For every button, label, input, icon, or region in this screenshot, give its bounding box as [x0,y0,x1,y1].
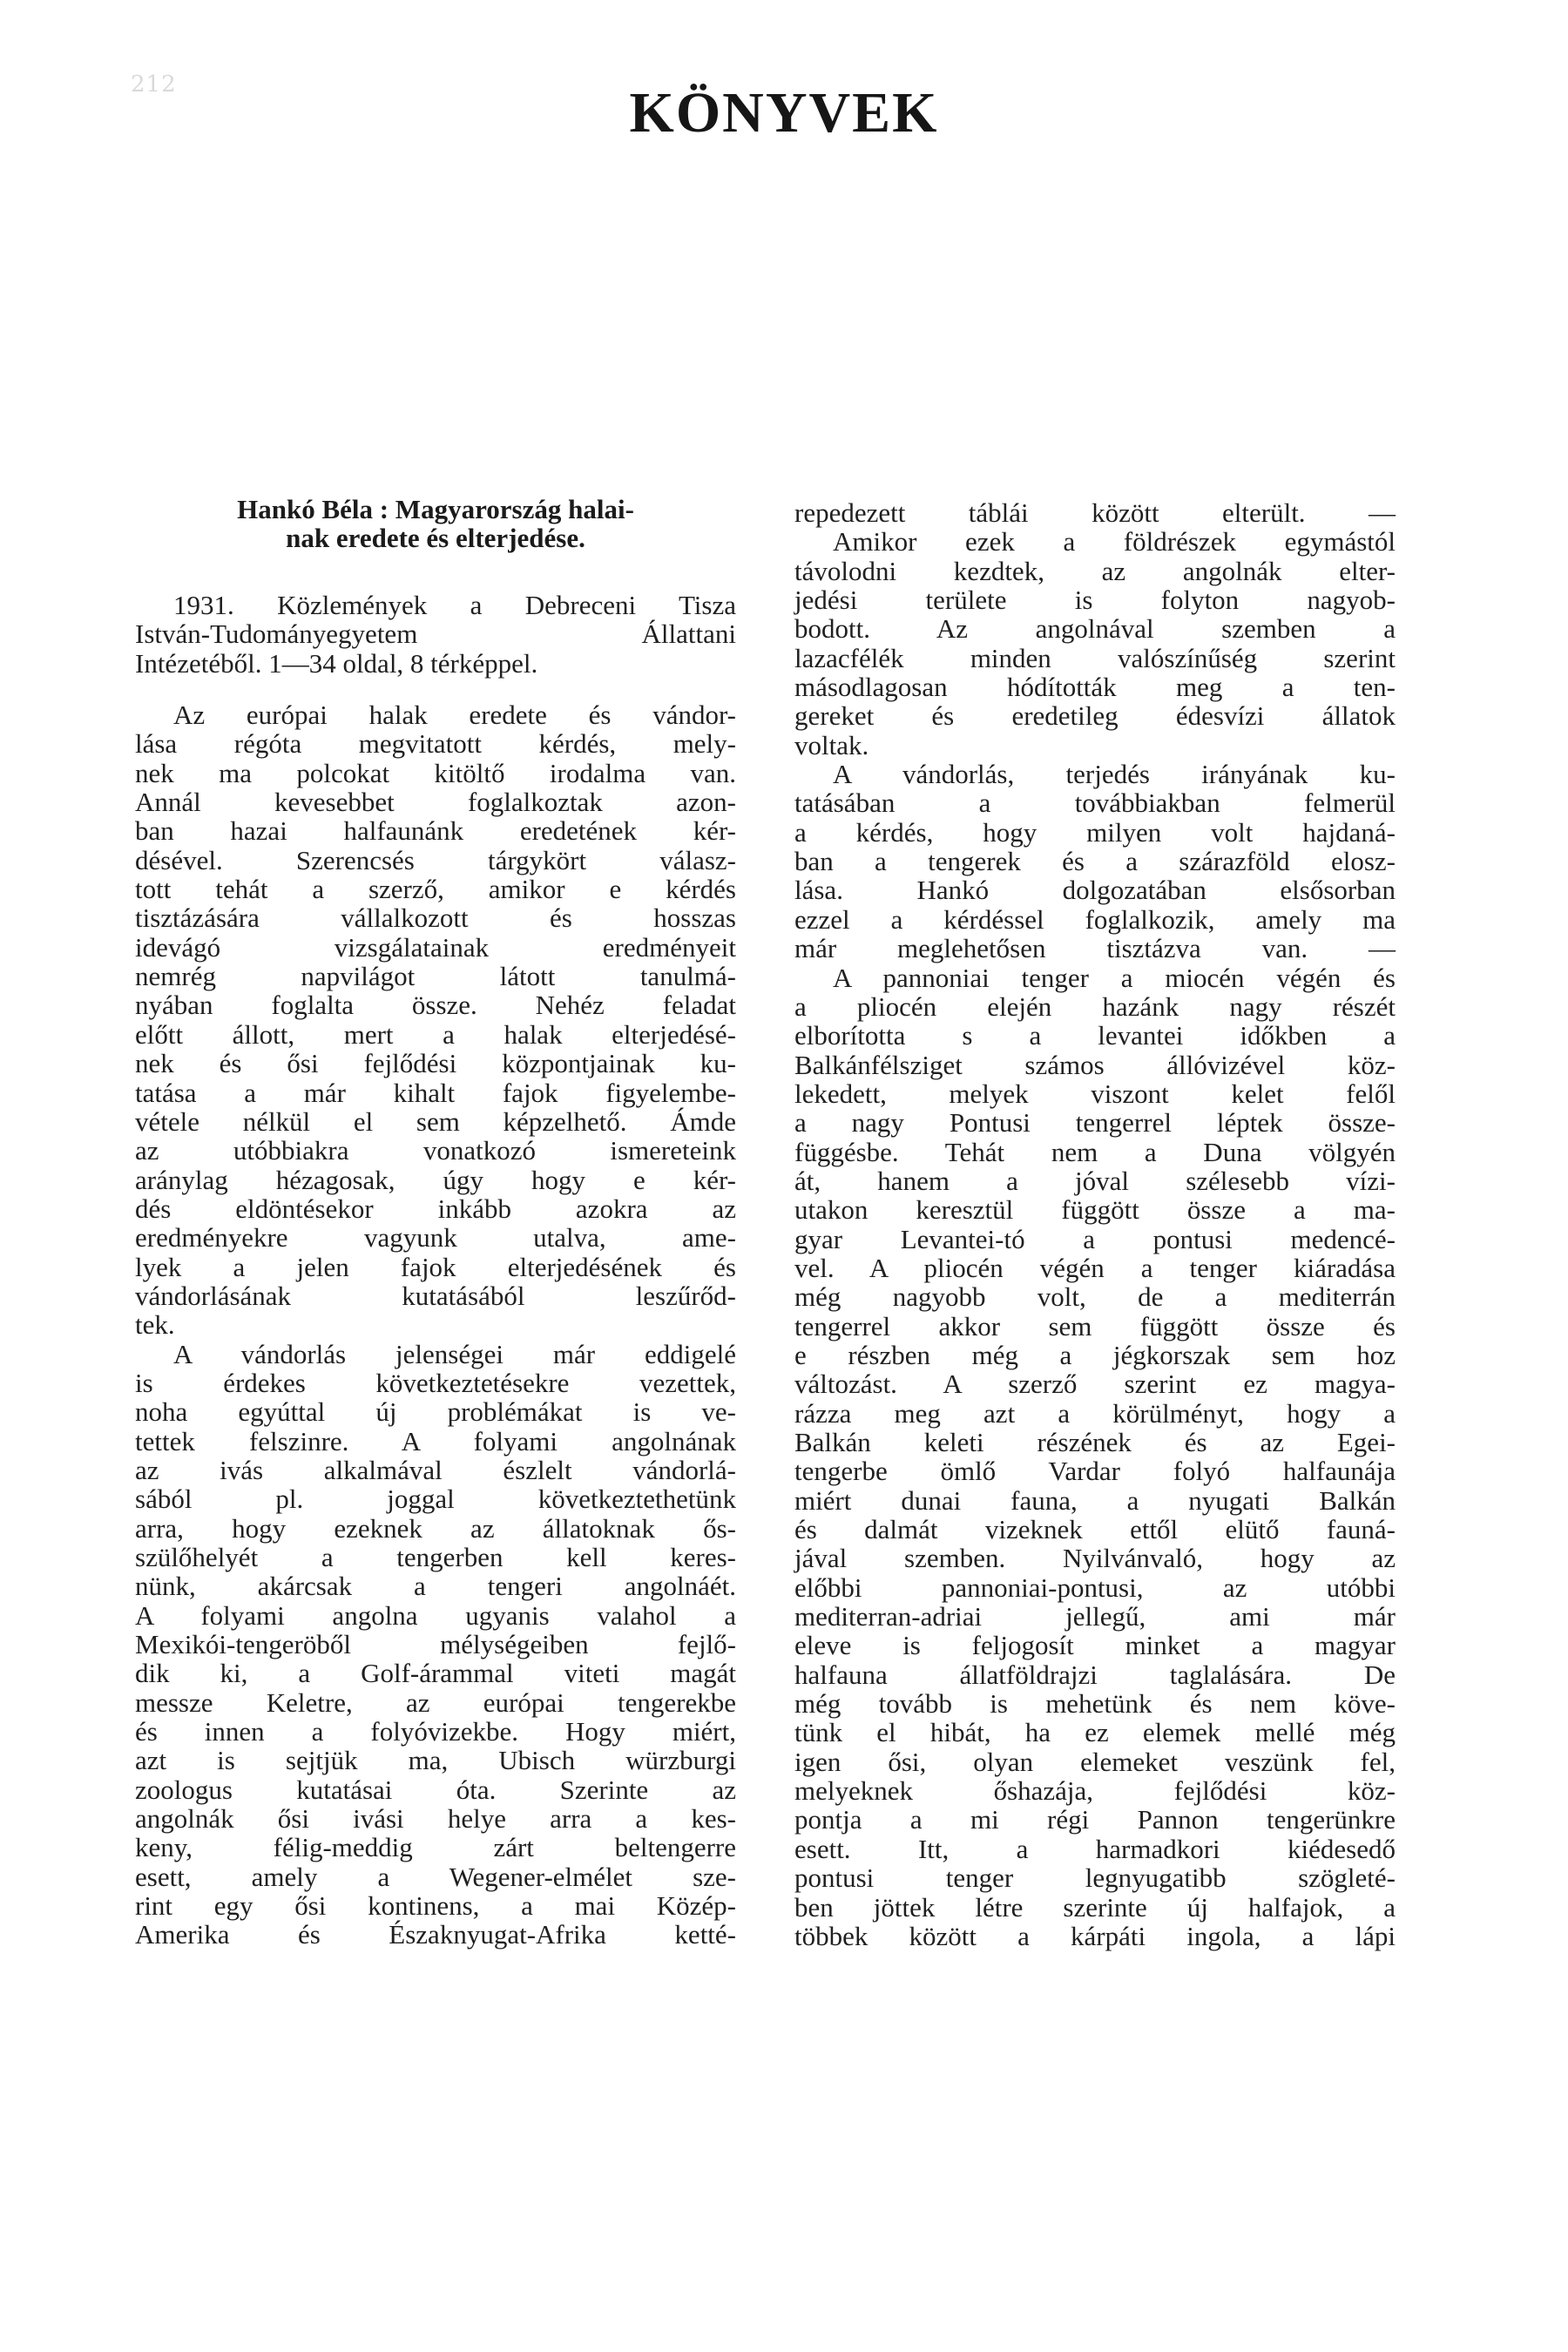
text-line: ezzel a kérdéssel foglalkozik, amely ma [794,903,1396,935]
text-line: elborította s a levantei időkben a [794,1020,1396,1051]
left-column [135,495,736,1950]
text-line: igen ősi, olyan elemeket veszünk fel, [794,1746,1396,1777]
text-line: szülőhelyét a tengerben kell keres- [135,1542,736,1572]
citation-line: István-Tudományegyetem Állattani [135,618,736,650]
text-line: még tovább is mehetünk és nem köve- [794,1688,1396,1720]
text-line: a nagy Pontusi tengerrel léptek össze- [794,1107,1396,1139]
text-line: is érdekes következtetésekre vezettek, [135,1367,736,1398]
text-line: angolnák ősi ivási helye arra a kes- [135,1803,736,1835]
text-line: nyában foglalta össze. Nehéz feladat [135,990,736,1021]
text-line: pontusi tenger legnyugatibb szögleté- [794,1862,1396,1894]
text-line: rázza meg azt a körülményt, hogy a [794,1397,1396,1429]
page-number: 212 [131,71,177,98]
text-line: még nagyobb volt, de a mediterrán [794,1281,1396,1313]
text-line: messze Keletre, az európai tengerekbe [135,1686,736,1718]
text-line: Amerika és Északnyugat-Afrika ketté- [135,1919,736,1950]
left-body-text [135,700,736,1950]
text-line: ban a tengerek és a szárazföld elosz- [794,846,1396,877]
text-line: távolodni kezdtek, az angolnák elter- [794,555,1396,586]
text-line: lazacfélék minden valószínűség szerint [794,642,1396,673]
text-line: vétele nélkül el sem képzelhető. Ámde [135,1105,736,1137]
text-line: désével. Szerencsés tárgykört válasz- [135,844,736,875]
text-line: függésbe. Tehát nem a Duna völgyén [794,1136,1396,1167]
text-line: idevágó vizsgálatainak eredményeit [135,931,736,963]
text-line: lása régóta megvitatott kérdés, mely- [135,728,736,760]
text-line: gyar Levantei-tó a pontusi medencé- [794,1223,1396,1254]
text-line: nemrég napvilágot látott tanulmá- [135,961,736,992]
text-line: a kérdés, hogy milyen volt hajdaná- [794,816,1396,848]
text-line: utakon keresztül függött össze a ma- [794,1194,1396,1226]
text-line: A vándorlás, terjedés irányának ku- [833,759,1396,790]
text-line: másodlagosan hódították meg a ten- [794,672,1396,703]
text-line: ben jöttek létre szerinte új halfajok, a [794,1891,1396,1923]
text-line: miért dunai fauna, a nyugati Balkán [794,1484,1396,1516]
text-line: tott tehát a szerző, amikor e kérdés [135,874,736,905]
text-line: bodott. Az angolnával szemben a [794,613,1396,645]
review-heading-line: Hankó Béla : Magyarország halai- [237,494,634,524]
text-line: tettek felszinre. A folyami angolnának [135,1425,736,1456]
text-line: lekedett, melyek viszont kelet felől [794,1078,1396,1109]
text-line: e részben még a jégkorszak sem hoz [794,1339,1396,1370]
text-line: tatásában a továbbiakban felmerül [794,787,1396,819]
text-line: aránylag hézagosak, úgy hogy e kér- [135,1164,736,1195]
text-line: dik ki, a Golf-árammal viteti magát [135,1658,736,1689]
text-line: Az európai halak eredete és vándor- [173,700,736,731]
text-line: az utóbbiakra vonatkozó ismereteink [135,1135,736,1166]
right-column [794,498,1396,1950]
text-line: tünk el hibát, ha ez elemek mellé még [794,1717,1396,1748]
text-line: az ivás alkalmával észlelt vándorlá- [135,1454,736,1485]
text-line: A vándorlás jelenségei már eddigelé [173,1338,736,1369]
review-heading [135,495,736,552]
review-heading-line: nak eredete és elterjedése. [286,523,585,553]
text-line: noha egyúttal új problémákat is ve- [135,1396,736,1428]
citation [135,591,736,678]
text-line: sából pl. joggal következtethetünk [135,1484,736,1515]
text-line: Balkánfélsziget számos állóvizével köz- [794,1049,1396,1080]
text-line: dés eldöntésekor inkább azokra az [135,1193,736,1224]
text-line: lása. Hankó dolgozatában elsősorban [794,875,1396,906]
text-line: előbbi pannoniai-pontusi, az utóbbi [794,1571,1396,1603]
text-line: többek között a kárpáti ingola, a lápi [794,1920,1396,1951]
text-line: és innen a folyóvizekbe. Hogy miért, [135,1716,736,1747]
text-line: tek. [135,1309,175,1341]
text-line: lyek a jelen fajok elterjedésének és [135,1251,736,1282]
text-line: Balkán keleti részének és az Egei- [794,1427,1396,1457]
text-line: A pannoniai tenger a miocén végén és [833,962,1396,993]
text-line: voltak. [794,729,869,760]
text-line: repedezett táblái között elterült. — [794,497,1396,528]
text-line: és dalmát vizeknek ettől elütő fauná- [794,1514,1396,1545]
text-line: eredményekre vagyunk utalva, ame- [135,1222,736,1254]
text-line: változást. A szerző szerint ez magya- [794,1369,1396,1400]
text-line: Amikor ezek a földrészek egymástól [833,526,1396,558]
text-line: előtt állott, mert a halak elterjedésé- [135,1018,736,1050]
text-line: vel. A pliocén végén a tenger kiáradása [794,1252,1396,1283]
text-line: át, hanem a jóval szélesebb vízi- [794,1165,1396,1196]
text-line: tisztázására vállalkozott és hosszas [135,902,736,934]
text-line: a pliocén elején hazánk nagy részét [794,990,1396,1022]
page-title: KÖNYVEK [629,81,939,145]
text-line: eleve is feljogosít minket a magyar [794,1630,1396,1661]
text-line: jával szemben. Nyilvánvaló, hogy az [794,1543,1396,1574]
citation-line: Intézetéből. 1—34 oldal, 8 térképpel. [135,647,538,679]
text-line: halfauna állatföldrajzi taglalására. De [794,1659,1396,1690]
text-line: nünk, akárcsak a tengeri angolnáét. [135,1571,736,1602]
text-line: gereket és eredetileg édesvízi állatok [794,700,1396,732]
text-line: A folyami angolna ugyanis valahol a [135,1599,736,1631]
text-line: nek ma polcokat kitöltő irodalma van. [135,757,736,788]
text-line: Annál kevesebbet foglalkoztak azon- [135,787,736,818]
text-line: tengerrel akkor sem függött össze és [794,1310,1396,1342]
text-line: esett. Itt, a harmadkori kiédesedő [794,1833,1396,1864]
text-line: pontja a mi régi Pannon tengerünkre [794,1804,1396,1835]
text-line: rint egy ősi kontinens, a mai Közép- [135,1890,736,1922]
text-line: tatása a már kihalt fajok figyelembe- [135,1077,736,1108]
right-body-text [794,498,1396,1950]
citation-line: 1931. Közlemények a Debreceni Tisza [173,590,736,620]
text-line: arra, hogy ezeknek az állatoknak ős- [135,1512,736,1544]
text-line: azt is sejtjük ma, Ubisch würzburgi [135,1745,736,1776]
text-line: mediterran-adriai jellegű, ami már [794,1601,1396,1632]
text-line: melyeknek őshazája, fejlődési köz- [794,1775,1396,1807]
text-line: már meglehetősen tisztázva van. — [794,933,1396,964]
text-line: Mexikói-tengeröből mélységeiben fejlő- [135,1629,736,1660]
text-line: ban hazai halfaunánk eredetének kér- [135,815,736,847]
text-line: zoologus kutatásai óta. Szerinte az [135,1774,736,1805]
text-line: keny, félig-meddig zárt beltengerre [135,1832,736,1863]
text-line: nek és ősi fejlődési központjainak ku- [135,1048,736,1079]
text-line: esett, amely a Wegener-elmélet sze- [135,1861,736,1892]
text-line: vándorlásának kutatásából leszűrőd- [135,1280,736,1311]
text-line: jedési területe is folyton nagyob- [794,585,1396,616]
text-line: tengerbe ömlő Vardar folyó halfaunája [794,1456,1396,1487]
